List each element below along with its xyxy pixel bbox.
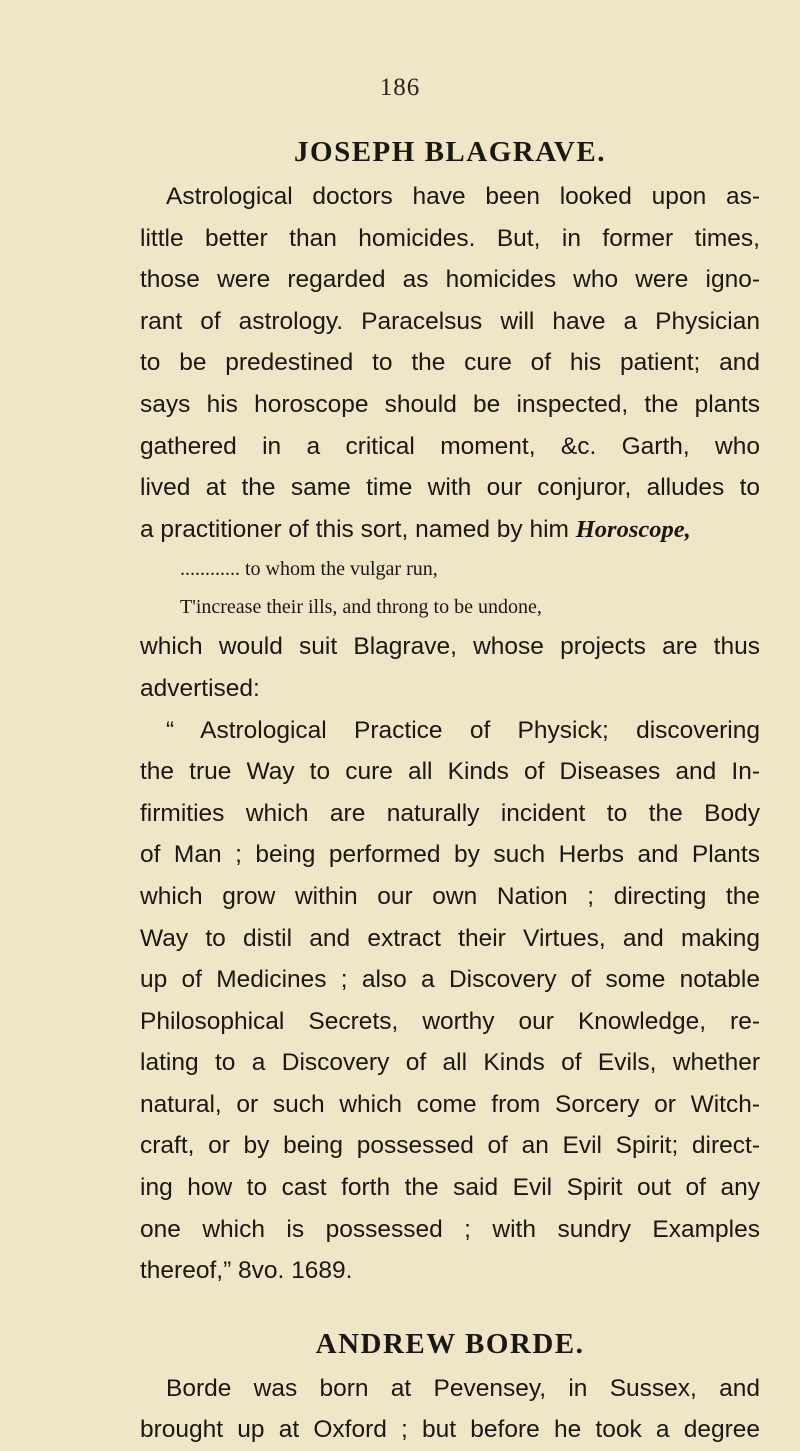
text-line: up of Medicines ; also a Discovery of some notable (140, 966, 760, 994)
text-line: advertised: (140, 674, 260, 702)
verse-line: ............ to whom the vulgar run, (180, 558, 438, 581)
text-line: craft, or by being possessed of an Evil Spirit; direct- (140, 1132, 760, 1160)
text-line: “ Astrological Practice of Physick; discovering (166, 716, 760, 744)
text-line: Astrological doctors have been looked upon as- (166, 183, 760, 210)
text-line: which grow within our own Nation ; directing the (140, 882, 760, 910)
text-line: gathered in a critical moment, &c. Garth, who (140, 432, 760, 460)
section-gap (140, 1292, 760, 1322)
paragraph-advertised (140, 626, 760, 709)
page-text (140, 130, 760, 1451)
text-line: rant of astrology. Paracelsus will have a Physician (140, 307, 760, 335)
text-line: the true Way to cure all Kinds of Diseases and In- (140, 758, 760, 786)
verse-line: T'increase their ills, and throng to be undone, (180, 596, 542, 619)
section-heading-blagrave: JOSEPH BLAGRAVE. (294, 136, 606, 168)
paragraph-blagrave-intro (140, 176, 760, 550)
text-line: Philosophical Secrets, worthy our Knowledge, re- (140, 1007, 760, 1035)
text-line: ing how to cast forth the said Evil Spirit out of any (140, 1174, 760, 1202)
text-line: thereof,” 8vo. 1689. (140, 1257, 353, 1285)
text-line: brought up at Oxford ; but before he took a degree (140, 1416, 760, 1444)
italic-horoscope: Horoscope, (575, 515, 691, 543)
text-line: of Man ; being performed by such Herbs and Plants (140, 841, 760, 869)
paragraph-advertisement-quote (140, 710, 760, 1292)
text-line: to be predestined to the cure of his patient; and (140, 349, 760, 377)
text-line: Borde was born at Pevensey, in Sussex, and (166, 1374, 760, 1402)
verse-quotation (140, 550, 760, 626)
section-heading-borde: ANDREW BORDE. (315, 1327, 585, 1360)
text-line: which would suit Blagrave, whose projects are thus (140, 633, 760, 661)
text-line: Way to distil and extract their Virtues, and making (140, 924, 760, 952)
page-number: 186 (379, 74, 421, 101)
text-line: natural, or such which come from Sorcery or Witch- (140, 1090, 760, 1118)
text-line: a practitioner of this sort, named by him Horoscope, (140, 515, 691, 543)
text-line: those were regarded as homicides who were igno- (140, 266, 760, 294)
text-line: lating to a Discovery of all Kinds of Evils, whether (140, 1049, 760, 1077)
text-line: firmities which are naturally incident to the Body (140, 799, 760, 827)
text-line: little better than homicides. But, in former times, (140, 224, 760, 252)
text-line: lived at the same time with our conjuror, alludes to (140, 474, 760, 502)
text-line: says his horoscope should be inspected, the plants (140, 390, 760, 418)
text-line: one which is possessed ; with sundry Examples (140, 1215, 760, 1243)
paragraph-borde (140, 1368, 760, 1451)
